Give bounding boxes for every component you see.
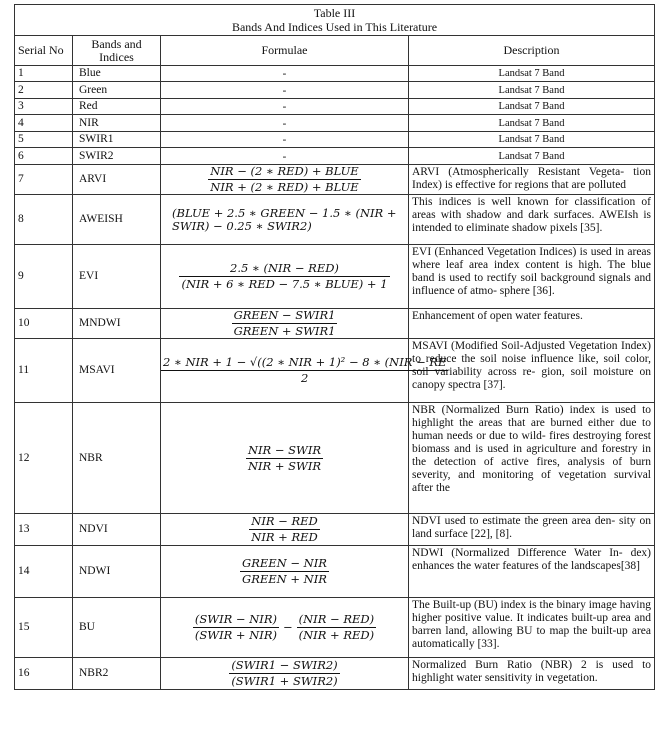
description-cell: NDVI used to estimate the green area den- sity on land surface [22], [8]. [409,514,655,546]
formula-denominator: NIR + SWIR [247,458,322,473]
serial-cell: 11 [15,339,73,403]
serial-cell: 12 [15,403,73,514]
formula-fraction [229,659,339,688]
band-cell: AWEISH [73,195,161,245]
table-row [15,245,655,309]
table-row [15,309,655,339]
formula-fraction [161,356,448,385]
serial-cell: 4 [15,115,73,132]
table-caption-row [15,5,655,36]
band-cell: BU [73,598,161,658]
formula [164,165,405,194]
band-cell: NBR2 [73,658,161,690]
formula-numerator: GREEN − SWIR1 [233,308,336,322]
formula [164,659,405,688]
formula-cell [161,546,409,598]
formula-denominator: (NIR + RED) [298,628,375,642]
serial-cell: 2 [15,82,73,99]
serial-cell: 3 [15,99,73,115]
formula-cell [161,514,409,546]
formula-cell [161,598,409,658]
formula-cell: - [161,132,409,148]
formula [164,515,405,544]
formula-fraction [249,515,319,544]
description-cell: Landsat 7 Band [409,148,655,165]
formula [164,262,405,291]
formula-numerator: 2 ∗ NIR + 1 − √((2 ∗ NIR + 1)² − 8 ∗ (NIR − RE [163,355,447,369]
formula-cell [161,165,409,195]
band-cell: NDVI [73,514,161,546]
table-row [15,514,655,546]
table-body [15,66,655,690]
formula-fraction [297,613,376,642]
formula-cell [161,658,409,690]
table-subtitle: Bands And Indices Used in This Literature [231,20,438,34]
serial-cell: 14 [15,546,73,598]
formula-numerator: (SWIR − NIR) [194,612,277,626]
header-serial: Serial No [15,36,73,66]
formula [164,613,405,642]
formula-cell [161,339,447,403]
description-cell: Landsat 7 Band [409,115,655,132]
band-cell: SWIR2 [73,148,161,165]
table-row [15,82,655,99]
header-formulae: Formulae [161,36,409,66]
formula-numerator: GREEN − NIR [242,556,327,570]
table-row [15,165,655,195]
band-cell: Blue [73,66,161,82]
band-cell: NBR [73,403,161,514]
band-cell: EVI [73,245,161,309]
table-row [15,132,655,148]
formula-numerator: (NIR − RED) [298,612,375,626]
band-cell: SWIR1 [73,132,161,148]
description-cell: This indices is well known for classification of areas with shadow and dark surfaces. AWEIsh is intended to eliminate shadow pixels [35]. [409,195,655,245]
formula-denominator: (SWIR1 + SWIR2) [231,674,338,688]
formula-fraction [179,262,389,291]
table-row [15,148,655,165]
formula [164,557,405,586]
description-cell: Enhancement of open water features. [409,309,655,339]
formula-denominator: 2 [301,371,309,385]
table-row [15,403,655,514]
formula-operator: − [282,620,293,634]
formula-cell: - [161,66,409,82]
description-cell: Landsat 7 Band [409,99,655,115]
table-row [15,546,655,598]
description-cell: EVI (Enhanced Vegetation Indices) is used in areas where leaf area index content is high. The blue band is used to rectify soil background signals and influence of atmo- sphere [36]. [409,245,655,309]
formula-denominator: NIR + (2 ∗ RED) + BLUE [210,180,359,194]
band-cell: ARVI [73,165,161,195]
formula-cell: - [161,99,409,115]
description-cell: Landsat 7 Band [409,132,655,148]
band-cell: NIR [73,115,161,132]
table-row [15,598,655,658]
formula-denominator: (NIR + 6 ∗ RED − 7.5 ∗ BLUE) + 1 [181,277,388,291]
band-cell: MNDWI [73,309,161,339]
table-header-row [15,36,655,66]
band-cell: Green [73,82,161,99]
serial-cell: 6 [15,148,73,165]
indices-table [14,4,655,690]
table-title: Table III [313,6,356,20]
formula-numerator: NIR − SWIR [247,442,322,457]
formula-numerator: 2.5 ∗ (NIR − RED) [179,262,389,277]
formula-cell [161,245,409,309]
serial-cell: 8 [15,195,73,245]
description-cell: Normalized Burn Ratio (NBR) 2 is used to highlight water sensitivity in vegetation. [409,658,655,690]
serial-cell: 10 [15,309,73,339]
table-row [15,195,655,245]
formula-fraction [193,613,279,642]
formula-line-1: (BLUE + 2.5 ∗ GREEN − 1.5 ∗ (NIR + [172,205,397,220]
formula-denominator: NIR + RED [251,530,318,544]
formula-fraction [208,165,360,194]
table-row [15,66,655,82]
formula [164,309,405,338]
serial-cell: 13 [15,514,73,546]
description-cell: Landsat 7 Band [409,66,655,82]
formula-denominator: GREEN + SWIR1 [233,324,336,338]
formula-fraction [246,444,323,473]
formula-numerator: NIR − (2 ∗ RED) + BLUE [210,164,359,178]
formula-denominator: (SWIR + NIR) [194,628,277,642]
description-cell: The Built-up (BU) index is the binary image having higher positive value. It indicates built-up area and barren land, allowing BU to map the built-up area automatically [33]. [409,598,655,658]
band-cell: MSAVI [73,339,161,403]
formula-line-2: SWIR) − 0.25 ∗ SWIR2) [172,218,312,233]
serial-cell: 16 [15,658,73,690]
formula-cell: - [161,82,409,99]
formula-cell [161,403,409,514]
formula-fraction [232,309,338,338]
serial-cell: 7 [15,165,73,195]
serial-cell: 1 [15,66,73,82]
serial-cell: 5 [15,132,73,148]
formula-denominator: GREEN + NIR [242,572,327,586]
table-row [15,115,655,132]
formula-cell [161,309,409,339]
formula-cell: - [161,115,409,132]
formula-cell: - [161,148,409,165]
formula-cell [161,195,409,245]
table-row [15,99,655,115]
serial-cell: 15 [15,598,73,658]
formula-fraction [240,557,329,586]
formula [164,444,405,473]
table-row [15,339,655,403]
description-cell: NDWI (Normalized Difference Water In- dex) enhances the water features of the landscapes[38] [409,546,655,598]
header-description: Description [409,36,655,66]
serial-cell: 9 [15,245,73,309]
description-cell: MSAVI (Modified Soil-Adjusted Vegetation Index) to reduce the soil noise influence like, soil color, soil variability across re- gion, soil moisture on canopy spectra [37]. [409,339,655,403]
formula-numerator: NIR − RED [251,514,318,528]
table-row [15,658,655,690]
description-cell: Landsat 7 Band [409,82,655,99]
description-cell: NBR (Normalized Burn Ratio) index is used to highlight the areas that are burned either due to human needs or due to wild- fires destroying forest biomass and is used in agriculture and forestry in the detection of active fires, analysis of burn severity, and monitoring of vegetation survival after the [409,403,655,514]
band-cell: Red [73,99,161,115]
description-cell: ARVI (Atmospherically Resistant Vegeta- tion Index) is effective for regions that are polluted [409,165,655,195]
formula-numerator: (SWIR1 − SWIR2) [231,658,338,672]
band-cell: NDWI [73,546,161,598]
formula [161,355,447,385]
header-bands: Bands and Indices [73,36,161,66]
